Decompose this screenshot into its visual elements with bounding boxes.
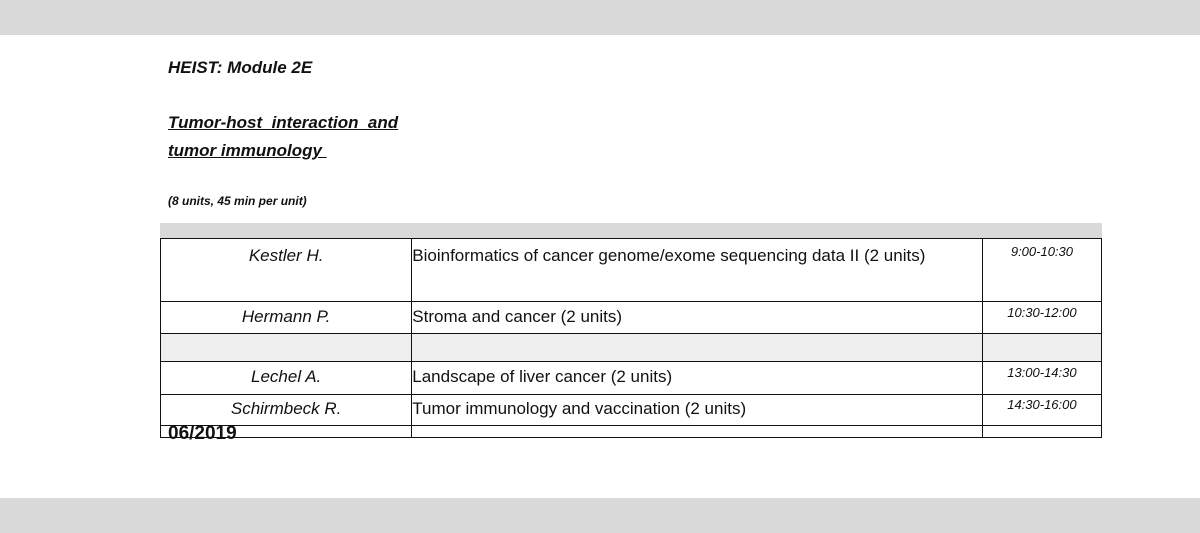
schedule-table [160, 238, 1102, 438]
table-row [161, 362, 1102, 395]
topic-title-line-2: tumor immunology [168, 141, 327, 160]
lecture-topic [412, 426, 983, 438]
time-slot: 10:30-12:00 [982, 302, 1101, 334]
time-slot [982, 334, 1101, 362]
time-slot [982, 426, 1101, 438]
top-margin-band [0, 0, 1200, 35]
table-row [161, 395, 1102, 426]
table-header-strip [160, 223, 1102, 238]
time-slot: 13:00-14:30 [982, 362, 1101, 395]
topic-title-line-1: Tumor-host interaction and [168, 113, 399, 132]
time-slot: 14:30-16:00 [982, 395, 1101, 426]
lecture-topic: Stroma and cancer (2 units) [412, 302, 983, 334]
table-row [161, 239, 1102, 302]
bottom-margin-band [0, 498, 1200, 533]
lecture-topic: Bioinformatics of cancer genome/exome sequencing data II (2 units) [412, 239, 983, 302]
time-slot: 9:00-10:30 [982, 239, 1101, 302]
lecturer-name: Lechel A. [161, 362, 412, 395]
lecturer-name: Kestler H. [161, 239, 412, 302]
table-row [161, 426, 1102, 438]
lecture-topic: Landscape of liver cancer (2 units) [412, 362, 983, 395]
units-note: (8 units, 45 min per unit) [168, 194, 307, 208]
lecture-topic: Tumor immunology and vaccination (2 units) [412, 395, 983, 426]
module-title: HEIST: Module 2E [168, 58, 313, 77]
document-date: 06/2019 [168, 423, 237, 444]
table-row [161, 302, 1102, 334]
lecturer-name [161, 334, 412, 362]
lecturer-name: Hermann P. [161, 302, 412, 334]
break-row [161, 334, 1102, 362]
lecturer-name: Schirmbeck R. [161, 395, 412, 426]
lecture-topic [412, 334, 983, 362]
